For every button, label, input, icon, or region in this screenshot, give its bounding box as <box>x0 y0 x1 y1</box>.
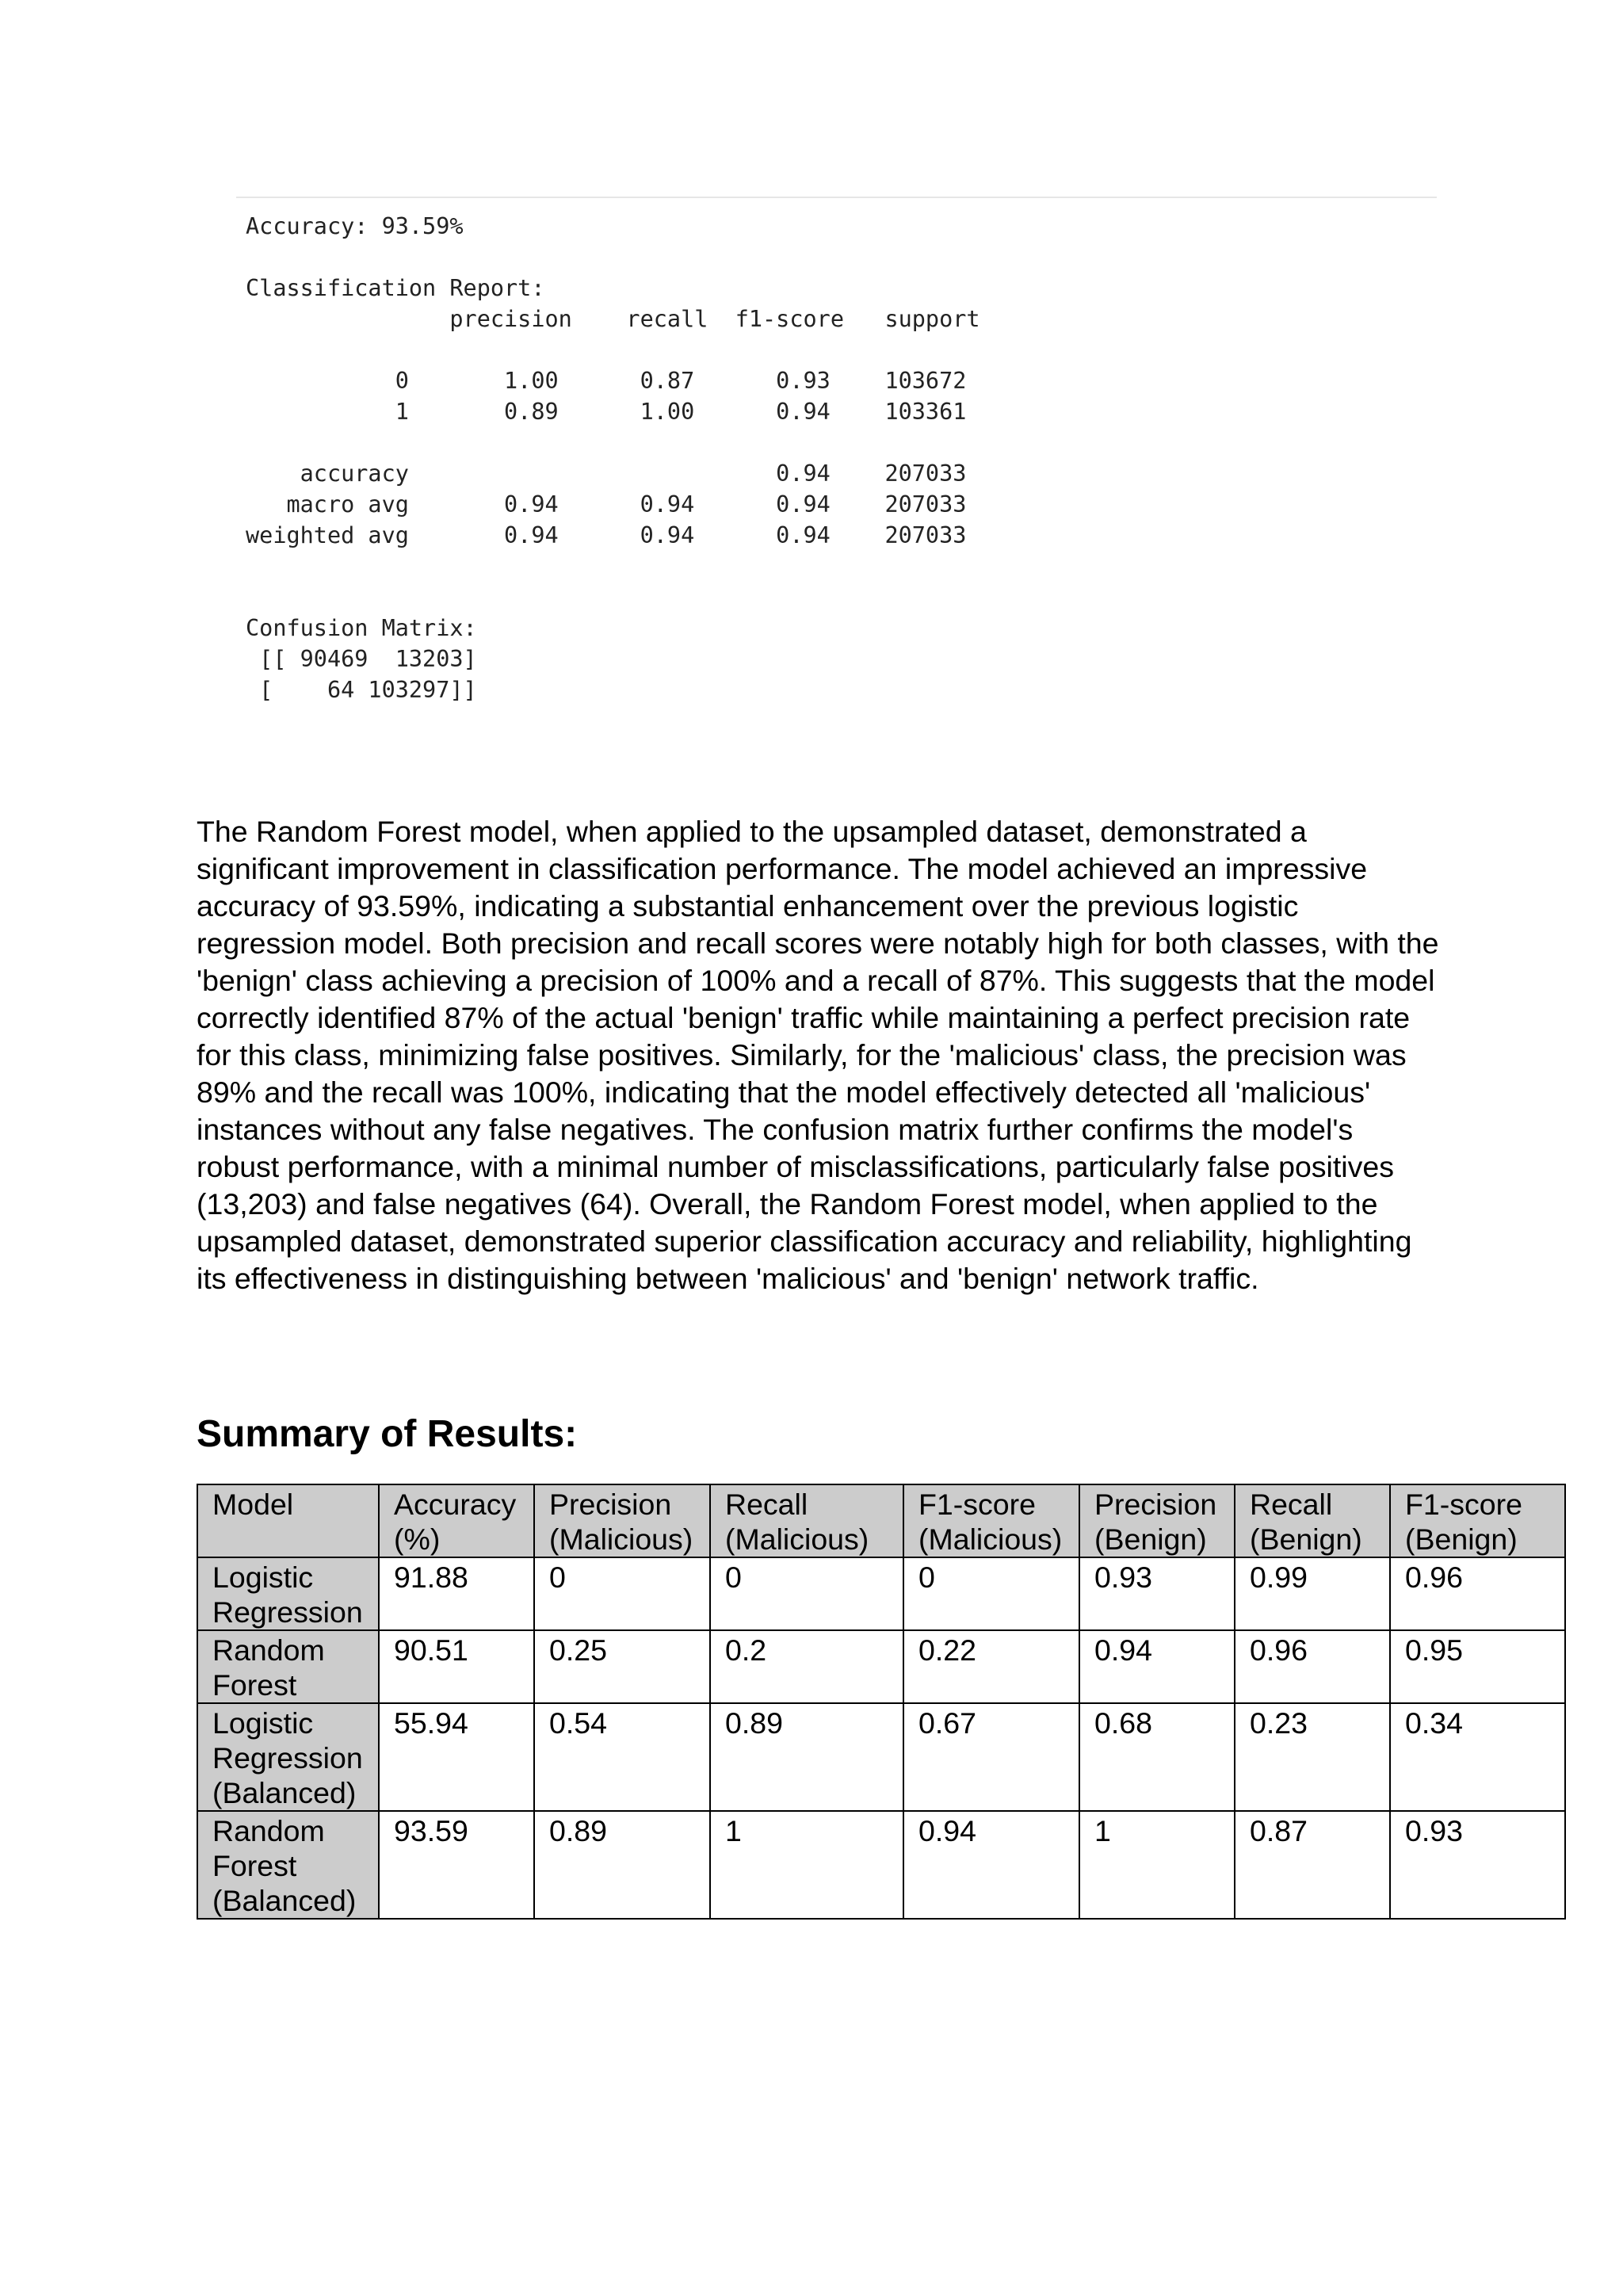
console-text: Accuracy: 93.59% Classification Report: precision recall f1-score support 0 1.00 0.87 0.93 103672 1 0.89 1.00 0.94 103361 accuracy 0.94 207033 macro avg 0.94 0.94 0.94 207033 weighted avg 0.94 0.94 0.94 207033 Confusion Matrix: [[ 90469 13203] [ 64 103297]] <box>246 213 980 703</box>
model-cell: Logistic Regression <box>197 1557 379 1630</box>
table-row <box>197 1630 1565 1703</box>
table-cell: 1 <box>1079 1811 1235 1919</box>
model-cell: Random Forest (Balanced) <box>197 1811 379 1919</box>
table-cell: 0.23 <box>1235 1703 1390 1811</box>
header-cell: F1-score (Benign) <box>1390 1484 1565 1557</box>
table-cell: 0.89 <box>534 1811 710 1919</box>
table-cell: 0.96 <box>1390 1557 1565 1630</box>
table-cell: 93.59 <box>379 1811 534 1919</box>
table-cell: 0.95 <box>1390 1630 1565 1703</box>
table-cell: 1 <box>710 1811 903 1919</box>
table-cell: 91.88 <box>379 1557 534 1630</box>
table-cell: 0.93 <box>1079 1557 1235 1630</box>
console-output <box>236 197 1437 705</box>
header-cell: Precision (Benign) <box>1079 1484 1235 1557</box>
header-cell: Model <box>197 1484 379 1557</box>
table-cell: 0 <box>903 1557 1079 1630</box>
table-cell: 0.25 <box>534 1630 710 1703</box>
header-cell: F1-score (Malicious) <box>903 1484 1079 1557</box>
summary-heading: Summary of Results: <box>197 1413 578 1455</box>
header-cell: Recall (Malicious) <box>710 1484 903 1557</box>
table-cell: 0.87 <box>1235 1811 1390 1919</box>
table-cell: 0 <box>534 1557 710 1630</box>
table-cell: 0.34 <box>1390 1703 1565 1811</box>
table-cell: 0.89 <box>710 1703 903 1811</box>
header-cell: Accuracy (%) <box>379 1484 534 1557</box>
table-row <box>197 1557 1565 1630</box>
table-cell: 0.22 <box>903 1630 1079 1703</box>
table-cell: 55.94 <box>379 1703 534 1811</box>
model-cell: Random Forest <box>197 1630 379 1703</box>
table-cell: 0.99 <box>1235 1557 1390 1630</box>
table-row <box>197 1811 1565 1919</box>
table-cell: 0 <box>710 1557 903 1630</box>
table-cell: 0.67 <box>903 1703 1079 1811</box>
table-cell: 0.54 <box>534 1703 710 1811</box>
results-paragraph: The Random Forest model, when applied to the upsampled dataset, demonstrated a significant improvement in classification performance. The model achieved an impressive accuracy of 93.59%, indicating a substantial enhancement over the previous logistic regression model. Both precision and recall scores were notably high for both classes, with the 'benign' class achieving a precision of 100% and a recall of 87%. This suggests that the model correctly identified 87% of the actual 'benign' traffic while maintaining a perfect precision rate for this class, minimizing false positives. Similarly, for the 'malicious' class, the precision was 89% and the recall was 100%, indicating that the model effectively detected all 'malicious' instances without any false negatives. The confusion matrix further confirms the model's robust performance, with a minimal number of misclassifications, particularly false positives (13,203) and false negatives (64). Overall, the Random Forest model, when applied to the upsampled dataset, demonstrated superior classification accuracy and reliability, highlighting its effectiveness in distinguishing between 'malicious' and 'benign' network traffic. <box>197 815 1439 1295</box>
table-cell: 0.2 <box>710 1630 903 1703</box>
header-cell: Recall (Benign) <box>1235 1484 1390 1557</box>
table-row <box>197 1703 1565 1811</box>
header-cell: Precision (Malicious) <box>534 1484 710 1557</box>
table-cell: 0.68 <box>1079 1703 1235 1811</box>
summary-table <box>197 1484 1566 1920</box>
table-cell: 0.93 <box>1390 1811 1565 1919</box>
table-header-row <box>197 1484 1565 1557</box>
table-cell: 90.51 <box>379 1630 534 1703</box>
model-cell: Logistic Regression (Balanced) <box>197 1703 379 1811</box>
table-cell: 0.96 <box>1235 1630 1390 1703</box>
table-cell: 0.94 <box>1079 1630 1235 1703</box>
table-cell: 0.94 <box>903 1811 1079 1919</box>
